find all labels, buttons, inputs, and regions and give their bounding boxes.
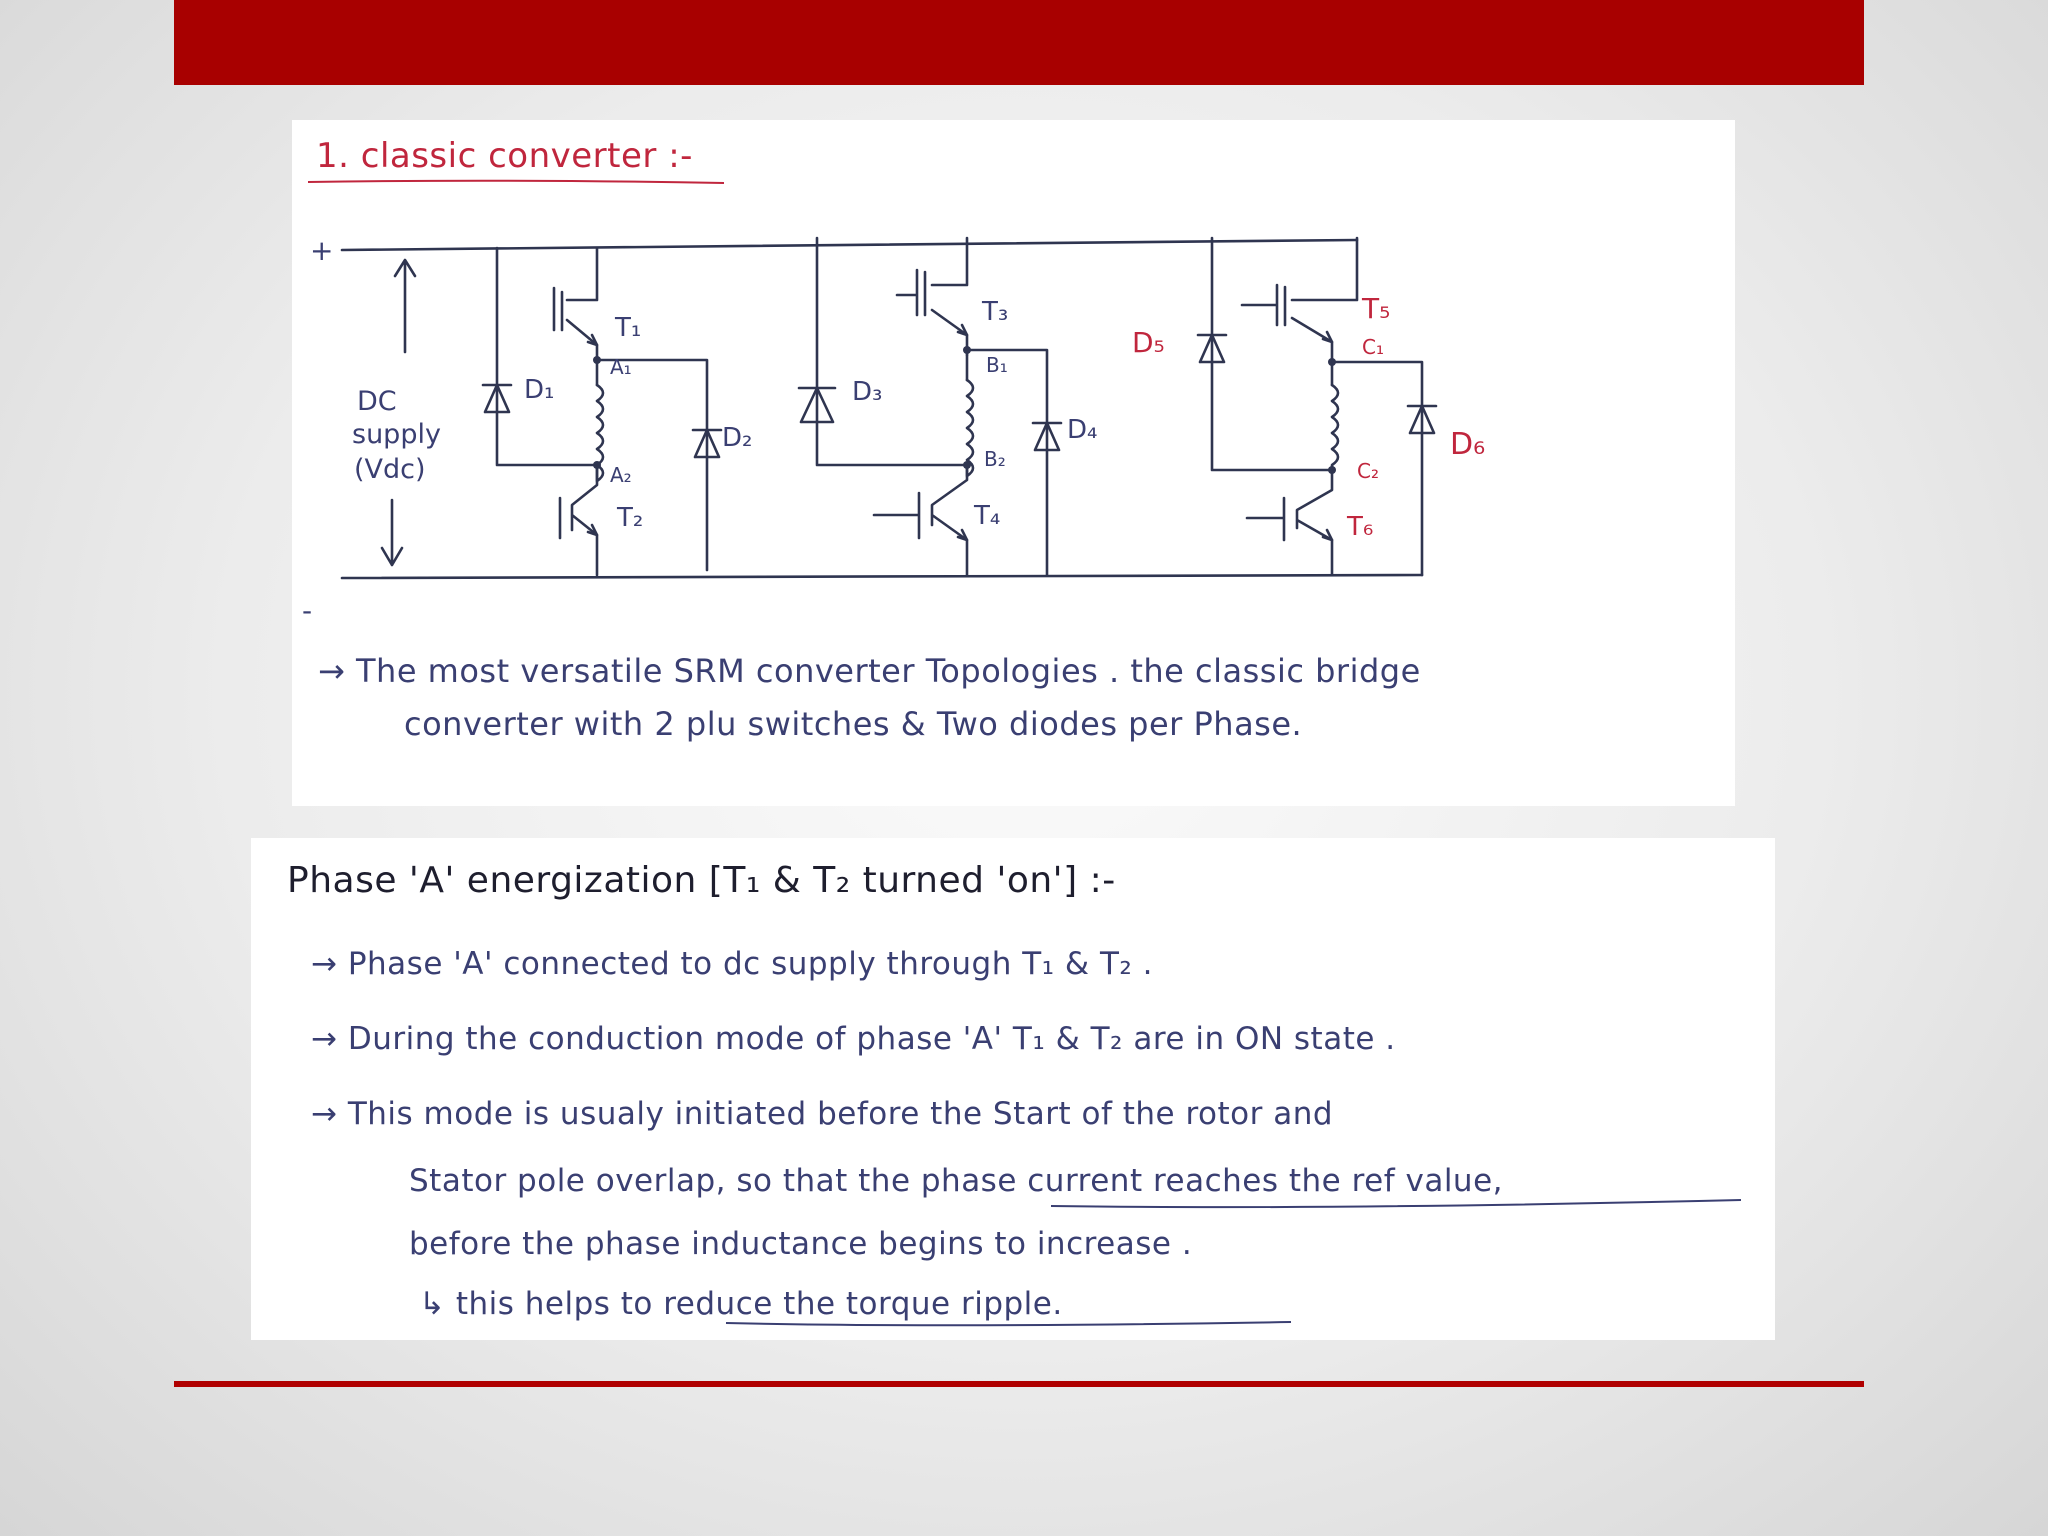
phase-c-leg — [1198, 238, 1436, 575]
label-t4: T₄ — [974, 501, 1001, 531]
plus-label: + — [310, 234, 334, 267]
label-c1: C₁ — [1362, 335, 1384, 359]
point-line-3: → This mode is usualy initiated before the Start of the rotor and — [311, 1096, 1334, 1132]
point-line-4: Stator pole overlap, so that the phase current reaches the ref value, — [409, 1163, 1504, 1199]
note-phase-a-energization — [251, 838, 1775, 1340]
note-classic-converter — [292, 120, 1735, 806]
phase-a-leg — [483, 248, 721, 575]
label-d2: D₂ — [722, 423, 753, 453]
label-c2: C₂ — [1357, 459, 1379, 483]
phase-b-leg — [799, 238, 1061, 575]
negative-rail — [342, 575, 1422, 578]
label-t3: T₃ — [982, 297, 1009, 327]
underlines — [251, 838, 1775, 1340]
minus-label: - — [302, 594, 313, 620]
label-a1: A₁ — [610, 355, 632, 379]
point-line-1: → Phase 'A' connected to dc supply through T₁ & T₂ . — [311, 946, 1154, 982]
label-d1: D₁ — [524, 375, 555, 405]
bottom-rule — [174, 1381, 1864, 1387]
point-line-5: before the phase inductance begins to increase . — [409, 1226, 1193, 1262]
description-line-1: → The most versatile SRM converter Topologies . the classic bridge — [318, 652, 1421, 690]
heading-phase-a: Phase 'A' energization [T₁ & T₂ turned 'on'] :- — [287, 860, 1116, 901]
label-a2: A₂ — [610, 463, 632, 487]
top-banner — [174, 0, 1864, 85]
heading-classic-converter: 1. classic converter :- — [316, 136, 693, 176]
label-t6: T₆ — [1347, 512, 1374, 542]
positive-rail — [342, 240, 1357, 250]
label-t2: T₂ — [617, 503, 644, 533]
point-line-2: → During the conduction mode of phase 'A' T₁ & T₂ are in ON state . — [311, 1021, 1396, 1057]
dc-label: DC — [357, 386, 397, 417]
point-line-6: ↳ this helps to reduce the torque ripple. — [419, 1286, 1063, 1322]
label-d6: D₆ — [1450, 427, 1486, 462]
supply-label: supply — [352, 419, 441, 450]
supply-arrow-up — [395, 260, 415, 352]
label-d3: D₃ — [852, 377, 883, 407]
description-line-2: converter with 2 plu switches & Two diodes per Phase. — [404, 705, 1303, 743]
supply-arrow-down — [382, 500, 402, 565]
label-b2: B₂ — [984, 447, 1006, 471]
label-t5: T₅ — [1362, 292, 1391, 325]
vdc-label: (Vdc) — [354, 454, 426, 485]
label-d5: D₅ — [1132, 326, 1165, 359]
label-b1: B₁ — [986, 353, 1008, 377]
label-t1: T₁ — [615, 313, 642, 343]
label-d4: D₄ — [1067, 415, 1098, 445]
circuit-diagram — [292, 120, 1735, 620]
